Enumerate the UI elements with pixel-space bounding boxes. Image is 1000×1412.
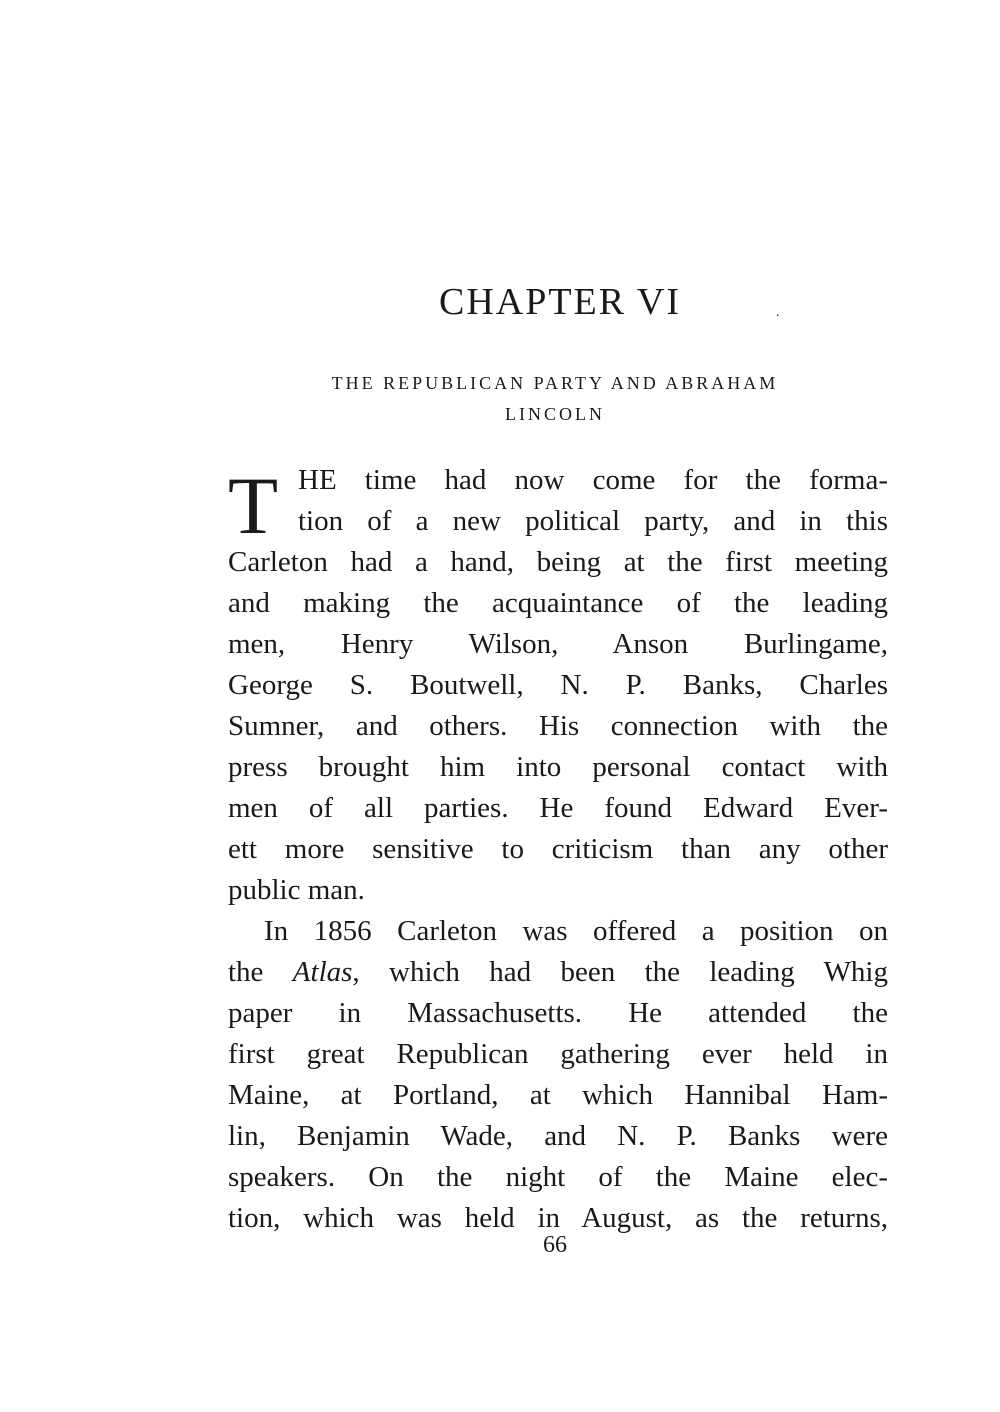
stray-mark: . xyxy=(776,305,780,320)
subtitle-line-1: THE REPUBLICAN PARTY AND ABRAHAM xyxy=(331,373,779,393)
text-line: speakers. On the night of the Maine elec- xyxy=(228,1161,888,1193)
text-line: tion of a new political party, and in this xyxy=(298,505,888,537)
text-line: Carleton had a hand, being at the first meeting xyxy=(228,546,888,578)
text-line: ett more sensitive to criticism than any other xyxy=(228,833,888,865)
text-line: first great Republican gathering ever held in xyxy=(228,1038,888,1070)
text-line: In 1856 Carleton was offered a position on xyxy=(264,915,888,947)
body-text xyxy=(228,460,888,1239)
text-line: George S. Boutwell, N. P. Banks, Charles xyxy=(228,669,888,701)
drop-cap: T xyxy=(228,460,279,551)
text-line: and making the acquaintance of the leading xyxy=(228,587,888,619)
italic-title: Atlas xyxy=(292,956,353,988)
text-line: Maine, at Portland, at which Hannibal Ham- xyxy=(228,1079,888,1111)
text-line: public man. xyxy=(228,874,365,906)
text-line: Sumner, and others. His connection with the xyxy=(228,710,888,742)
text-line: men of all parties. He found Edward Ever- xyxy=(228,792,888,824)
text-line: HE time had now come for the forma- xyxy=(298,464,888,496)
text-fragment: , which had been the leading Whig xyxy=(352,956,888,988)
chapter-subtitle xyxy=(255,368,855,430)
text-fragment: the xyxy=(228,956,293,988)
text-line: lin, Benjamin Wade, and N. P. Banks were xyxy=(228,1120,888,1152)
page-number: 66 xyxy=(543,1232,567,1258)
text-line: paper in Massachusetts. He attended the xyxy=(228,997,888,1029)
text-line-with-italic xyxy=(228,952,888,993)
text-line: press brought him into personal contact with xyxy=(228,751,888,783)
text-line: tion, which was held in August, as the returns, xyxy=(228,1202,888,1234)
chapter-title: CHAPTER VI xyxy=(438,281,682,323)
text-line: men, Henry Wilson, Anson Burlingame, xyxy=(228,628,888,660)
subtitle-line-2: LINCOLN xyxy=(505,404,605,424)
